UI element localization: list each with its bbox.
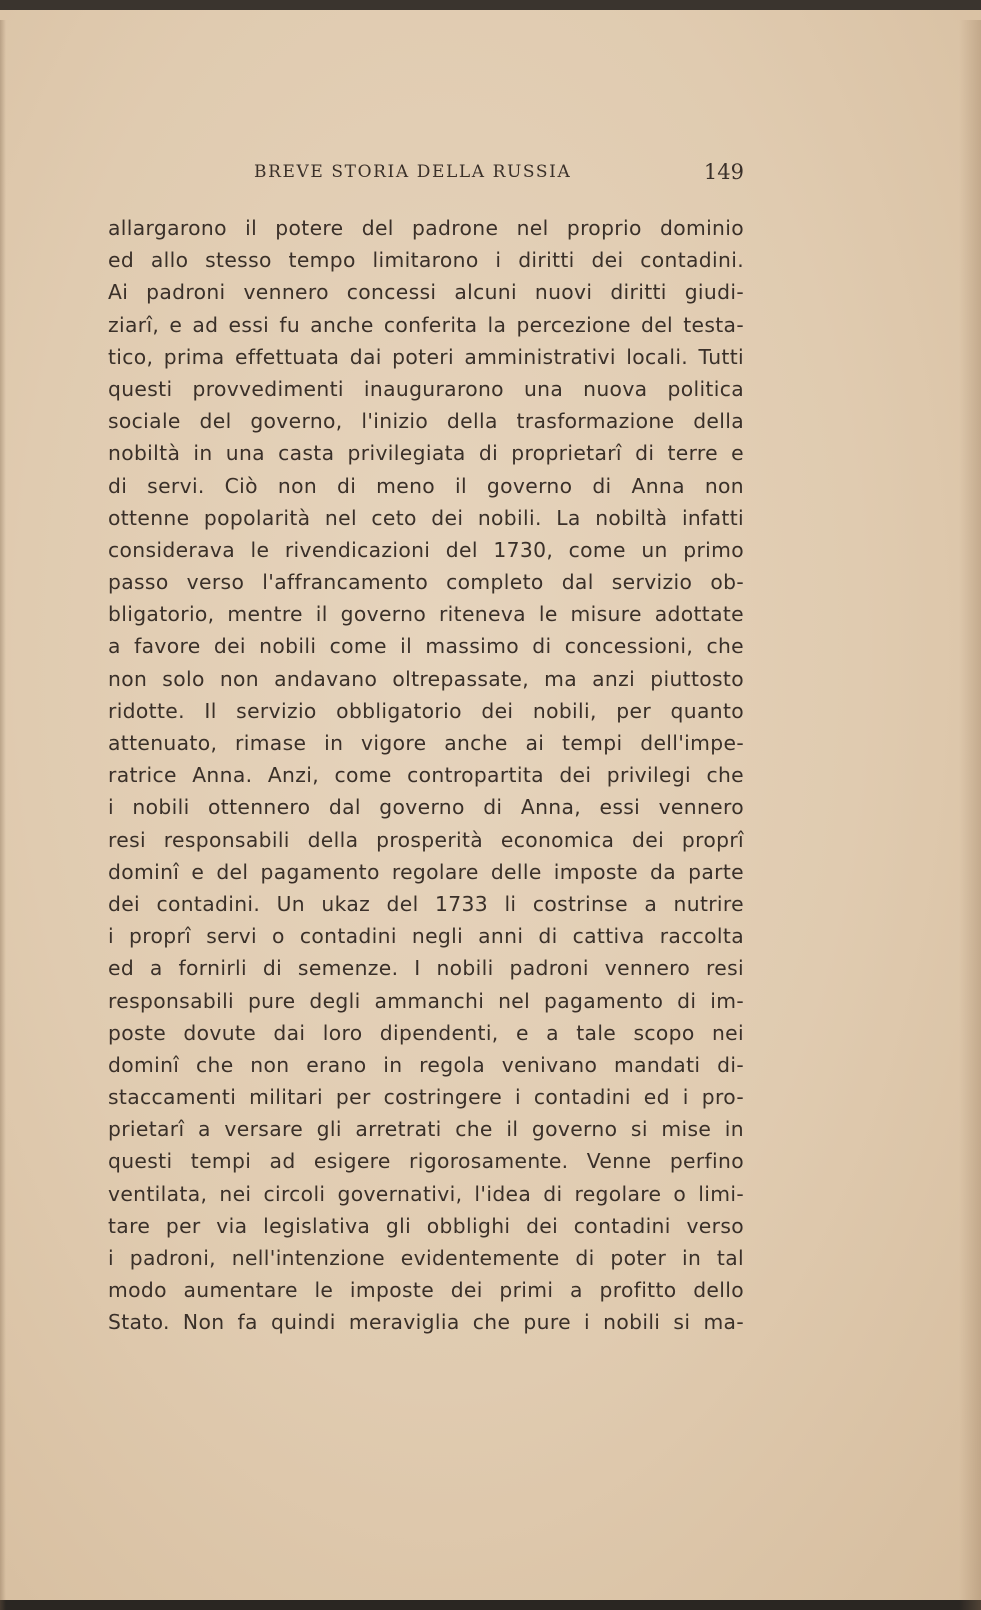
text-line: modo aumentare le imposte dei primi a profitto dello <box>108 1278 744 1303</box>
text-line: Ai padroni vennero concessi alcuni nuovi diritti giudi- <box>108 280 744 305</box>
text-line: passo verso l'affrancamento completo dal servizio ob- <box>108 570 744 595</box>
text-line: ed allo stesso tempo limitarono i diritti dei contadini. <box>108 248 744 273</box>
text-line: allargarono il potere del padrone nel proprio dominio <box>108 216 744 240</box>
text-line: staccamenti militari per costringere i contadini ed i pro- <box>108 1085 744 1110</box>
text-line: i nobili ottennero dal governo di Anna, essi vennero <box>108 795 744 820</box>
text-line: ottenne popolarità nel ceto dei nobili. La nobiltà infatti <box>108 505 744 530</box>
text-line: questi tempi ad esigere rigorosamente. Venne perfino <box>108 1149 744 1174</box>
text-line: poste dovute dai loro dipendenti, e a tale scopo nei <box>108 1020 744 1045</box>
text-line: ridotte. Il servizio obbligatorio dei nobili, per quanto <box>108 698 744 723</box>
page-left-edge-shadow <box>0 20 6 1610</box>
text-line: questi provvedimenti inaugurarono una nuova politica <box>108 376 744 401</box>
text-line: sociale del governo, l'inizio della trasformazione della <box>108 409 744 434</box>
running-title: BREVE STORIA DELLA RUSSIA <box>254 162 572 182</box>
scan-top-border <box>0 0 981 10</box>
text-line: non solo non andavano oltrepassate, ma anzi piuttosto <box>108 666 744 691</box>
text-line: i padroni, nell'intenzione evidentemente di poter in tal <box>108 1246 744 1270</box>
text-line: Stato. Non fa quindi meraviglia che pure i nobili si ma- <box>108 1310 744 1335</box>
text-line: a favore dei nobili come il massimo di concessioni, che <box>108 634 744 659</box>
text-line: attenuato, rimase in vigore anche ai tempi dell'impe- <box>108 731 744 755</box>
page-header <box>108 158 744 188</box>
page-number: 149 <box>703 160 744 184</box>
text-line: di servi. Ciò non di meno il governo di Anna non <box>108 473 744 498</box>
text-line: resi responsabili della prosperità economica dei proprî <box>108 827 744 852</box>
text-line: considerava le rivendicazioni del 1730, come un primo <box>108 537 744 562</box>
text-line: ed a fornirli di semenze. I nobili padroni vennero resi <box>108 956 744 981</box>
text-line: dominî e del pagamento regolare delle imposte da parte <box>108 859 744 884</box>
text-line: tico, prima effettuata dai poteri amministrativi locali. Tutti <box>108 344 744 369</box>
text-line: bligatorio, mentre il governo riteneva le misure adottate <box>108 602 744 627</box>
text-line: tare per via legislativa gli obblighi dei contadini verso <box>108 1213 744 1238</box>
text-line: ziarî, e ad essi fu anche conferita la percezione del testa- <box>108 312 744 337</box>
text-line: i proprî servi o contadini negli anni di cattiva raccolta <box>108 924 744 949</box>
text-line: responsabili pure degli ammanchi nel pagamento di im- <box>108 988 744 1013</box>
text-line: dominî che non erano in regola venivano mandati di- <box>108 1052 744 1077</box>
text-line: ratrice Anna. Anzi, come contropartita dei privilegi che <box>108 763 744 788</box>
text-line: dei contadini. Un ukaz del 1733 li costrinse a nutrire <box>108 891 744 916</box>
text-line: nobiltà in una casta privilegiata di proprietarî di terre e <box>108 441 744 466</box>
page-right-edge-shadow <box>959 20 981 1610</box>
body-text <box>108 212 744 1339</box>
text-line: prietarî a versare gli arretrati che il governo si mise in <box>108 1117 744 1142</box>
text-line: ventilata, nei circoli governativi, l'idea di regolare o limi- <box>108 1181 744 1206</box>
